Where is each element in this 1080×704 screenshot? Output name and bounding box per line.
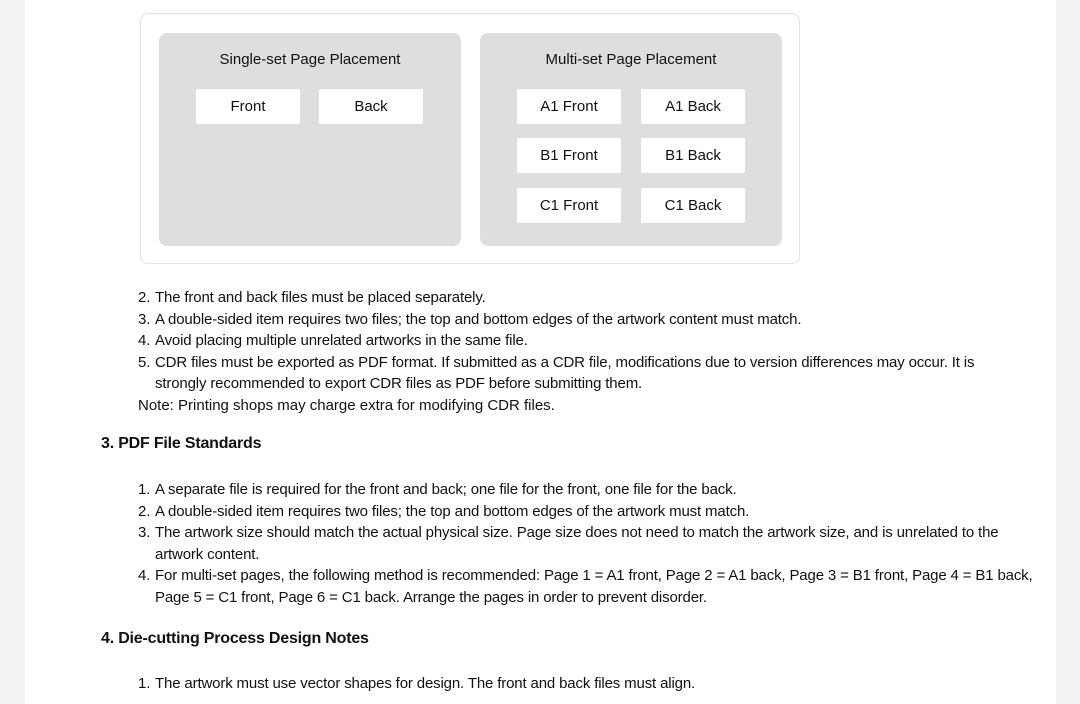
pdf-standards-list [138, 479, 1036, 609]
cdr-rules-list [138, 287, 1018, 395]
b1-back-box: B1 Back [641, 138, 745, 173]
single-set-panel [159, 33, 461, 246]
document-page [25, 0, 1056, 704]
multi-set-panel [480, 33, 782, 246]
list-item: 3. A double-sided item requires two files; the top and bottom edges of the artwork content must match. [138, 310, 802, 328]
c1-back-box: C1 Back [641, 188, 745, 223]
list-item: 2. The front and back files must be placed separately. [138, 289, 486, 306]
a1-back-box: A1 Back [641, 89, 745, 124]
single-front-box: Front [196, 89, 300, 124]
single-set-title: Single-set Page Placement [219, 51, 401, 68]
page-placement-figure [140, 13, 800, 264]
section-4-heading: 4. Die-cutting Process Design Notes [101, 630, 369, 647]
die-cutting-list [138, 673, 1036, 695]
section-3-heading: 3. PDF File Standards [101, 435, 262, 452]
single-back-box: Back [319, 89, 423, 124]
multi-set-title: Multi-set Page Placement [545, 51, 717, 68]
b1-front-box: B1 Front [517, 138, 621, 173]
list-item: 2. A double-sided item requires two files; the top and bottom edges of the artwork must match. [138, 502, 750, 520]
list-item: 1. The artwork must use vector shapes for design. The front and back files must align. [138, 675, 696, 692]
list-item: 4. For multi-set pages, the following method is recommended: Page 1 = A1 front, Page 2 = A1 back, Page 3 = B1 front, Page 4 = B1 back, Page 5 = C1 front, Page 6 = C1 back. Arrange the pages in order to prevent disorder. [138, 567, 1033, 606]
a1-front-box: A1 Front [517, 89, 621, 124]
list-item: 3. The artwork size should match the actual physical size. Page size does not need to match the artwork size, and is unrelated to the artwork content. [138, 524, 999, 563]
list-item: 5. CDR files must be exported as PDF format. If submitted as a CDR file, modifications due to version differences may occur. It is strongly recommended to export CDR files as PDF before submitting them. [138, 353, 975, 393]
cdr-note: Note: Printing shops may charge extra for modifying CDR files. [138, 397, 555, 414]
list-item: 4. Avoid placing multiple unrelated artworks in the same file. [138, 332, 528, 350]
list-item: 1. A separate file is required for the front and back; one file for the front, one file for the back. [138, 481, 737, 498]
c1-front-box: C1 Front [517, 188, 621, 223]
